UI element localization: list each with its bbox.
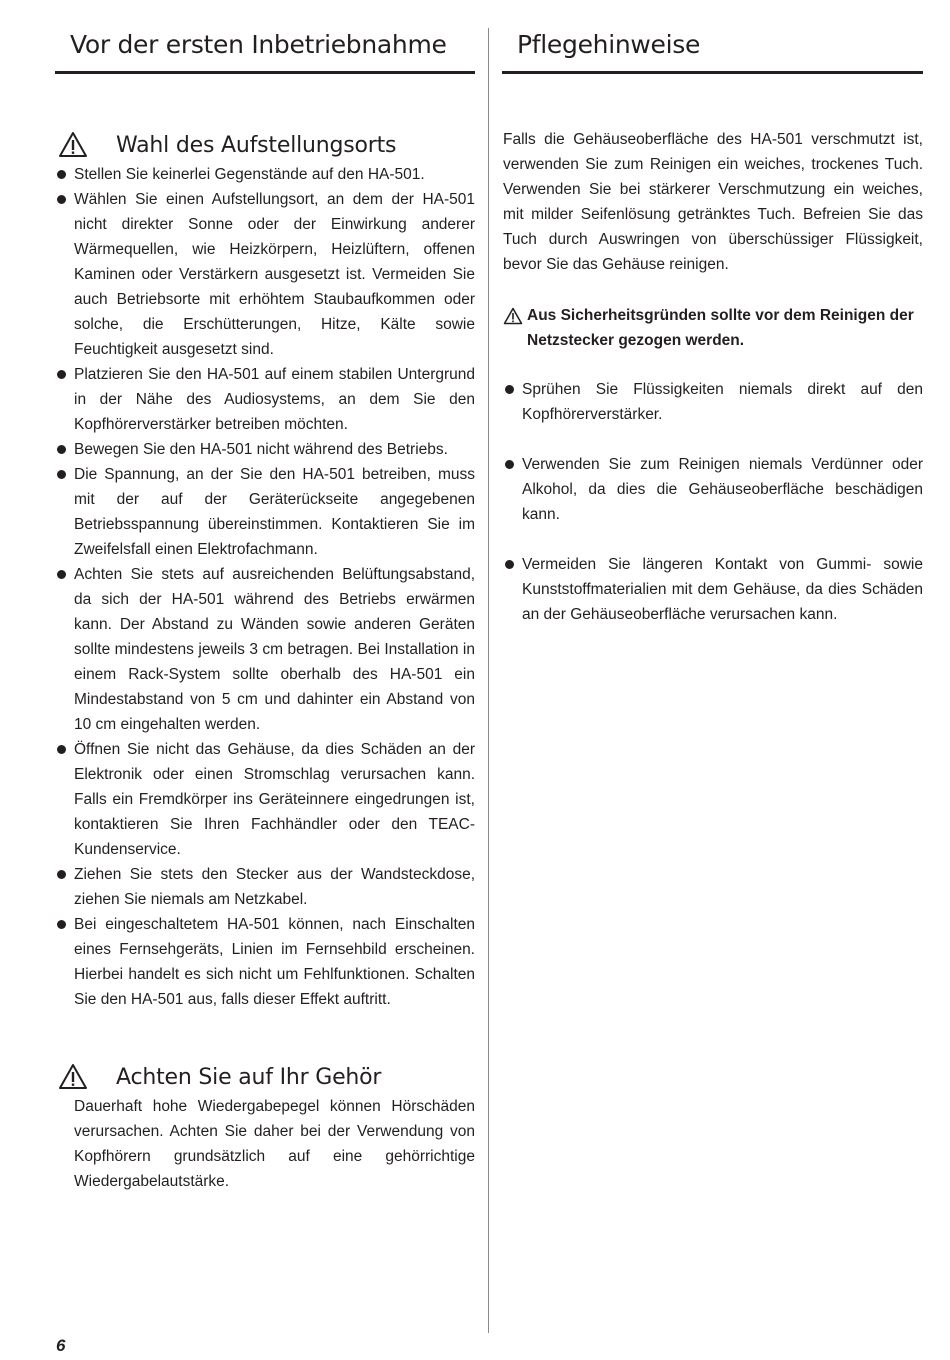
care-intro-paragraph: Falls die Gehäuseoberfläche des HA-501 verschmutzt ist, verwenden Sie zum Reinigen ein weiches, trockenes Tuch. Verwenden Sie bei stärkerer Verschmutzung ein weiches, mit milder Seifenlösung getränktes Tuch. Befreien Sie das Tuch durch Auswringen von überschüssiger Flüssigkeit, bevor Sie das Gehäuse reinigen. (503, 131, 923, 273)
list-item: Bewegen Sie den HA-501 nicht während des Betriebs. (58, 437, 475, 462)
list-item: Ziehen Sie stets den Stecker aus der Wandsteckdose, ziehen Sie niemals am Netzkabel. (58, 862, 475, 912)
bullet-icon (57, 570, 66, 579)
list-item: Sprühen Sie Flüssigkeiten niemals direkt auf den Kopfhörerverstärker. (506, 377, 923, 427)
list-item: Vermeiden Sie längeren Kontakt von Gummi- sowie Kunststoffmaterialien mit dem Gehäuse, da dies Schäden an der Gehäuseoberfläche verursachen kann. (506, 552, 923, 627)
left-column-heading: Vor der ersten Inbetriebnahme (70, 30, 447, 59)
page-number: 6 (56, 1336, 66, 1355)
list-item: Verwenden Sie zum Reinigen niemals Verdünner oder Alkohol, da dies die Gehäuseoberfläche beschädigen kann. (506, 452, 923, 527)
list-item: Wählen Sie einen Aufstellungsort, an dem der HA-501 nicht direkter Sonne oder der Einwirkung anderer Wärmequellen, wie Heizkörpern, Heizlüftern, offenen Kaminen oder Verstärkern ausgesetzt ist. Vermeiden Sie auch Betriebsorte mit erhöhtem Staubaufkommen oder solche, die Erschütterungen, Hitze, Kälte sowie Feuchtigkeit ausgesetzt sind. (58, 187, 475, 362)
bullet-icon (505, 460, 514, 469)
list-item: Platzieren Sie den HA-501 auf einem stabilen Untergrund in der Nähe des Audiosystems, an dem Sie den Kopfhörerverstärker betreiben möchten. (58, 362, 475, 437)
list-item: Öffnen Sie nicht das Gehäuse, da dies Schäden an der Elektronik oder einen Stromschlag verursachen kann. Falls ein Fremdkörper ins Geräteinnere eingedrungen ist, kontaktieren Sie Ihren Fachhändler oder den TEAC-Kundenservice. (58, 737, 475, 862)
bullet-icon (57, 870, 66, 879)
list-item: Bei eingeschaltetem HA-501 können, nach Einschalten eines Fernsehgeräts, Linien im Fernsehbild erscheinen. Hierbei handelt es sich nicht um Fehlfunktionen. Schalten Sie den HA-501 aus, falls dieser Effekt auftritt. (58, 912, 475, 1012)
bullet-icon (57, 445, 66, 454)
location-bullet-list (58, 162, 475, 1012)
care-bullet-list-1 (506, 377, 923, 427)
list-item: Die Spannung, an der Sie den HA-501 betreiben, muss mit der auf der Geräterückseite angegebenen Betriebsspannung übereinstimmen. Kontaktieren Sie im Zweifelsfall einen Elektrofachmann. (58, 462, 475, 562)
bullet-icon (57, 370, 66, 379)
right-heading-rule (502, 71, 923, 74)
warning-triangle-icon (58, 131, 88, 159)
column-divider (488, 28, 489, 1333)
hearing-paragraph: Dauerhaft hohe Wiedergabepegel können Hörschäden verursachen. Achten Sie daher bei der Verwendung von Kopfhörern grundsätzlich auf eine gehörrichtige Wiedergabelautstärke. (74, 1098, 475, 1190)
location-section-header (58, 131, 396, 159)
bullet-icon (57, 170, 66, 179)
bullet-icon (57, 195, 66, 204)
right-column-heading: Pflegehinweise (517, 30, 701, 59)
care-bullet-list-2 (506, 452, 923, 527)
care-warning-note (503, 303, 923, 353)
list-item: Achten Sie stets auf ausreichenden Belüftungsabstand, da sich der HA-501 während des Betriebs erwärmen kann. Der Abstand zu Wänden sowie anderen Geräten sollte mindestens jeweils 3 cm betragen. Bei Installation in einem Rack-System sollte oberhalb des HA-501 ein Mindestabstand von 5 cm und dahinter ein Abstand von 10 cm eingehalten werden. (58, 562, 475, 737)
hearing-section-title: Achten Sie auf Ihr Gehör (116, 1064, 382, 1090)
list-item: Stellen Sie keinerlei Gegenstände auf den HA-501. (58, 162, 475, 187)
left-heading-rule (55, 71, 475, 74)
bullet-icon (505, 385, 514, 394)
bullet-icon (57, 745, 66, 754)
bullet-icon (505, 560, 514, 569)
care-bullet-list-3 (506, 552, 923, 627)
location-section-title: Wahl des Aufstellungsorts (116, 132, 397, 158)
bullet-icon (57, 470, 66, 479)
warning-triangle-icon (503, 307, 523, 325)
care-warning-text: Aus Sicherheitsgründen sollte vor dem Reinigen der Netzstecker gezogen werden. (527, 307, 914, 349)
warning-triangle-icon (58, 1063, 88, 1091)
bullet-icon (57, 920, 66, 929)
hearing-section-header (58, 1063, 381, 1091)
